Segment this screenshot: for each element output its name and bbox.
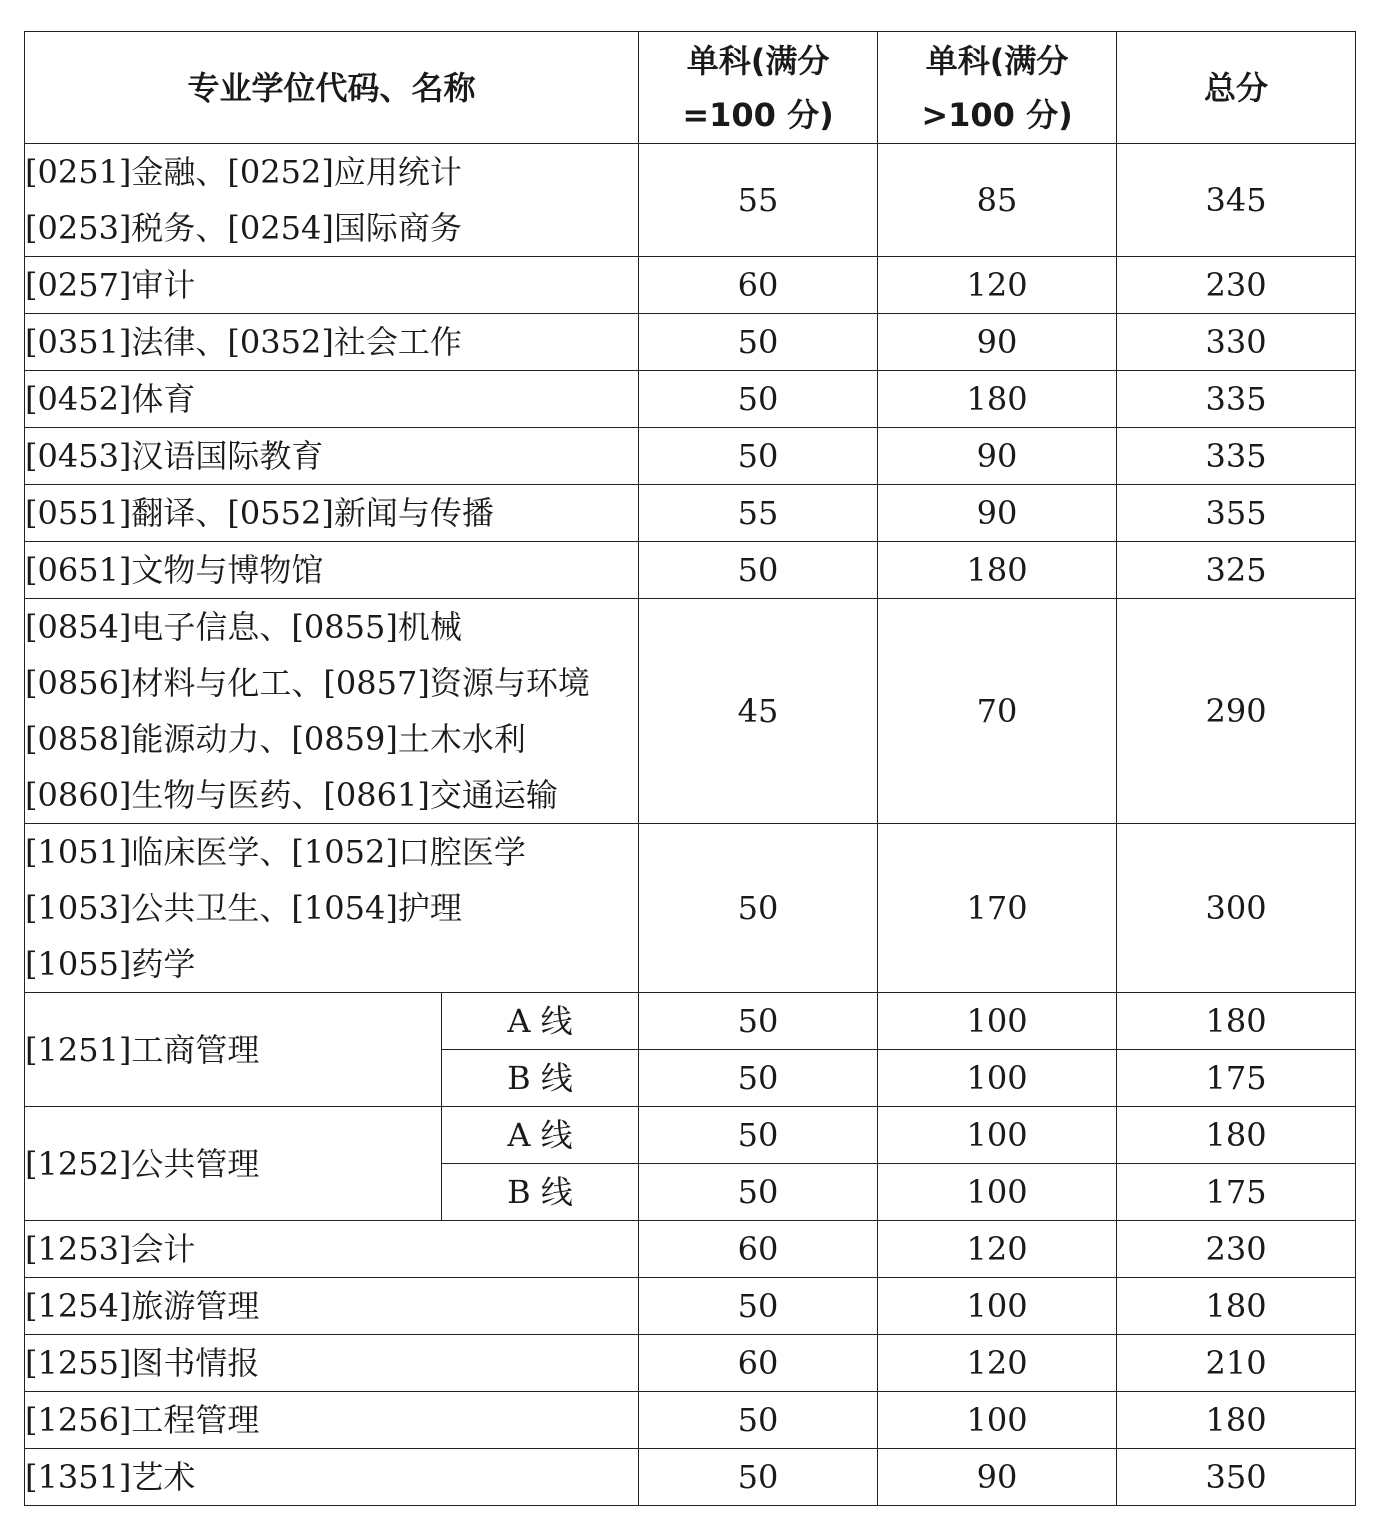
table-row xyxy=(25,1278,1356,1335)
total-score: 180 xyxy=(1117,993,1356,1050)
total-score: 330 xyxy=(1117,314,1356,371)
single-gt100-score: 85 xyxy=(878,144,1117,257)
single-100-score: 50 xyxy=(639,1449,878,1506)
degree-name-cell xyxy=(25,257,639,314)
table-row xyxy=(25,371,1356,428)
degree-name-cell: [1251]工商管理 xyxy=(25,993,442,1107)
total-score: 290 xyxy=(1117,599,1356,824)
degree-name-cell: [1252]公共管理 xyxy=(25,1107,442,1221)
degree-name-line: [0551]翻译、[0552]新闻与传播 xyxy=(25,494,494,532)
total-score: 355 xyxy=(1117,485,1356,542)
total-score: 335 xyxy=(1117,428,1356,485)
table-row xyxy=(25,1107,1356,1164)
header-single-100-line2: =100 分) xyxy=(682,95,834,134)
single-100-score: 50 xyxy=(639,542,878,599)
degree-name-line: [0452]体育 xyxy=(25,380,196,418)
degree-name-line: [0251]金融、[0252]应用统计 xyxy=(25,153,462,191)
total-score: 180 xyxy=(1117,1392,1356,1449)
degree-name-cell xyxy=(25,144,639,257)
degree-name-line: [0860]生物与医药、[0861]交通运输 xyxy=(25,776,558,814)
table-row xyxy=(25,1392,1356,1449)
single-gt100-score: 180 xyxy=(878,371,1117,428)
total-score: 350 xyxy=(1117,1449,1356,1506)
line-type-label: B 线 xyxy=(442,1050,639,1107)
table-row xyxy=(25,314,1356,371)
total-score: 175 xyxy=(1117,1164,1356,1221)
total-score: 335 xyxy=(1117,371,1356,428)
degree-name-line: [0651]文物与博物馆 xyxy=(25,551,324,589)
single-100-score: 50 xyxy=(639,1278,878,1335)
total-score: 210 xyxy=(1117,1335,1356,1392)
header-single-gt100-line1: 单科(满分 xyxy=(925,41,1069,80)
table-row xyxy=(25,485,1356,542)
degree-name-line: [1051]临床医学、[1052]口腔医学 xyxy=(25,833,526,871)
degree-name-cell xyxy=(25,314,639,371)
single-100-score: 50 xyxy=(639,993,878,1050)
single-gt100-score: 100 xyxy=(878,993,1117,1050)
single-gt100-score: 120 xyxy=(878,1335,1117,1392)
degree-name-line: [0253]税务、[0254]国际商务 xyxy=(25,209,462,247)
total-score: 230 xyxy=(1117,257,1356,314)
single-100-score: 50 xyxy=(639,371,878,428)
single-100-score: 55 xyxy=(639,144,878,257)
single-gt100-score: 70 xyxy=(878,599,1117,824)
single-gt100-score: 180 xyxy=(878,542,1117,599)
single-100-score: 50 xyxy=(639,1164,878,1221)
line-type-label: B 线 xyxy=(442,1164,639,1221)
line-type-label: A 线 xyxy=(442,1107,639,1164)
score-line-table xyxy=(24,31,1356,1506)
single-100-score: 60 xyxy=(639,1335,878,1392)
single-gt100-score: 90 xyxy=(878,428,1117,485)
total-score: 175 xyxy=(1117,1050,1356,1107)
total-score: 325 xyxy=(1117,542,1356,599)
single-gt100-score: 100 xyxy=(878,1392,1117,1449)
line-type-label: A 线 xyxy=(442,993,639,1050)
degree-name-line: [0856]材料与化工、[0857]资源与环境 xyxy=(25,664,590,702)
degree-name-cell: [1351]艺术 xyxy=(25,1449,639,1506)
degree-name-cell xyxy=(25,371,639,428)
table-row xyxy=(25,993,1356,1050)
table-row xyxy=(25,599,1356,824)
single-100-score: 50 xyxy=(639,428,878,485)
table-row xyxy=(25,428,1356,485)
single-gt100-score: 90 xyxy=(878,314,1117,371)
single-100-score: 50 xyxy=(639,314,878,371)
degree-name-cell: [1255]图书情报 xyxy=(25,1335,639,1392)
degree-name-cell xyxy=(25,599,639,824)
table-body xyxy=(25,144,1356,1506)
table-row xyxy=(25,257,1356,314)
degree-name-line: [0858]能源动力、[0859]土木水利 xyxy=(25,720,526,758)
single-100-score: 50 xyxy=(639,1050,878,1107)
table-row xyxy=(25,1221,1356,1278)
single-100-score: 55 xyxy=(639,485,878,542)
table-header-row xyxy=(25,32,1356,144)
single-gt100-score: 120 xyxy=(878,257,1117,314)
degree-name-cell xyxy=(25,485,639,542)
single-gt100-score: 100 xyxy=(878,1278,1117,1335)
header-single-100 xyxy=(639,32,878,144)
degree-name-line: [1053]公共卫生、[1054]护理 xyxy=(25,889,462,927)
header-total: 总分 xyxy=(1117,32,1356,144)
header-single-gt100 xyxy=(878,32,1117,144)
header-single-100-line1: 单科(满分 xyxy=(686,41,830,80)
table-row xyxy=(25,1335,1356,1392)
degree-name-cell: [1253]会计 xyxy=(25,1221,639,1278)
total-score: 300 xyxy=(1117,824,1356,993)
degree-name-line: [0351]法律、[0352]社会工作 xyxy=(25,323,462,361)
table-row xyxy=(25,824,1356,993)
table-row xyxy=(25,144,1356,257)
total-score: 230 xyxy=(1117,1221,1356,1278)
single-gt100-score: 90 xyxy=(878,485,1117,542)
total-score: 180 xyxy=(1117,1107,1356,1164)
single-100-score: 50 xyxy=(639,824,878,993)
single-100-score: 60 xyxy=(639,1221,878,1278)
degree-name-cell xyxy=(25,824,639,993)
degree-name-line: [0257]审计 xyxy=(25,266,196,304)
single-100-score: 50 xyxy=(639,1392,878,1449)
header-single-gt100-line2: >100 分) xyxy=(921,95,1073,134)
header-degree-name: 专业学位代码、名称 xyxy=(25,32,639,144)
single-100-score: 45 xyxy=(639,599,878,824)
single-gt100-score: 100 xyxy=(878,1107,1117,1164)
degree-name-line: [0453]汉语国际教育 xyxy=(25,437,324,475)
single-gt100-score: 120 xyxy=(878,1221,1117,1278)
single-100-score: 50 xyxy=(639,1107,878,1164)
table-row xyxy=(25,542,1356,599)
degree-name-line: [1055]药学 xyxy=(25,945,196,983)
degree-name-line: [0854]电子信息、[0855]机械 xyxy=(25,608,462,646)
degree-name-cell: [1256]工程管理 xyxy=(25,1392,639,1449)
degree-name-cell xyxy=(25,428,639,485)
degree-name-cell xyxy=(25,542,639,599)
total-score: 345 xyxy=(1117,144,1356,257)
single-gt100-score: 100 xyxy=(878,1164,1117,1221)
single-gt100-score: 100 xyxy=(878,1050,1117,1107)
degree-name-cell: [1254]旅游管理 xyxy=(25,1278,639,1335)
single-100-score: 60 xyxy=(639,257,878,314)
table-row xyxy=(25,1449,1356,1506)
total-score: 180 xyxy=(1117,1278,1356,1335)
single-gt100-score: 90 xyxy=(878,1449,1117,1506)
single-gt100-score: 170 xyxy=(878,824,1117,993)
